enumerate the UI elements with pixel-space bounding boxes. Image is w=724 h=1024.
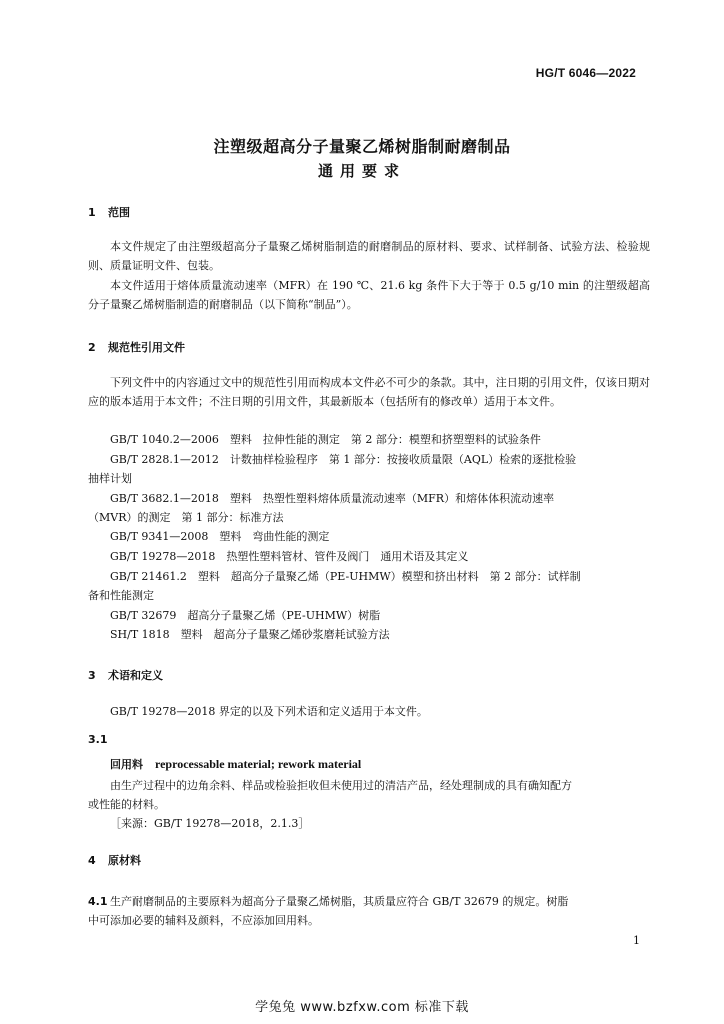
reference-item: GB/T 19278—2018 热塑性塑料管材、管件及阀门 通用术语及其定义 [110,550,469,563]
clause-4-1 [88,892,650,911]
reference-item-continued: （MVR）的测定 第 1 部分：标准方法 [88,511,284,524]
term-source: ［来源：GB/T 19278—2018，2.1.3］ [110,817,310,830]
clause-text: 生产耐磨制品的主要原料为超高分子量聚乙烯树脂，其质量应符合 GB/T 32679 的规定。树脂 [110,895,569,908]
reference-item: GB/T 1040.2—2006 塑料 拉伸性能的测定 第 2 部分：模塑和挤塑塑料的试验条件 [110,433,541,446]
clause-number: 4.1 [88,895,108,908]
document-title: 注塑级超高分子量聚乙烯树脂制耐磨制品 [213,137,511,156]
section-title: 术语和定义 [108,669,163,682]
section-number: 2 [88,341,96,354]
term-number: 3.1 [88,733,108,746]
reference-item: GB/T 2828.1—2012 计数抽样检验程序 第 1 部分：按接收质量限（AQL）检索的逐批检验 [110,453,577,466]
term-definition-continued: 或性能的材料。 [88,798,165,811]
footer-watermark: 学兔兔 www.bzfxw.com 标准下载 [255,1000,469,1015]
section-1-heading [88,204,130,220]
page-number: 1 [633,934,640,947]
reference-item-continued: 抽样计划 [88,472,132,485]
reference-item: GB/T 32679 超高分子量聚乙烯（PE-UHMW）树脂 [110,609,381,622]
reference-item: GB/T 21461.2 塑料 超高分子量聚乙烯（PE-UHMW）模塑和挤出材料 第 2 部分：试样制 [110,570,581,583]
term-chinese: 回用料 [110,758,143,771]
section-title: 范围 [108,206,130,219]
section-title: 规范性引用文件 [108,341,185,354]
reference-item-continued: 备和性能测定 [88,589,154,602]
section-number: 3 [88,669,96,682]
section-number: 1 [88,206,96,219]
terms-intro: GB/T 19278—2018 界定的以及下列术语和定义适用于本文件。 [110,705,428,718]
section-4-heading [88,852,141,868]
reference-item: GB/T 3682.1—2018 塑料 热塑性塑料熔体质量流动速率（MFR）和熔体体积流动速率 [110,492,555,505]
section-2-heading [88,339,185,355]
term-definition: 由生产过程中的边角余料、样品或检验拒收但未使用过的清洁产品，经处理制成的具有确知配方 [110,779,572,792]
scope-paragraph-2: 本文件适用于熔体质量流动速率（MFR）在 190 ℃、21.6 kg 条件下大于等于 0.5 g/10 min 的注塑级超高分子量聚乙烯树脂制造的耐磨制品（以下简称“制品”）。 [88,279,650,311]
document-subtitle: 通用要求 [317,162,406,180]
scope-paragraph-1: 本文件规定了由注塑级超高分子量聚乙烯树脂制造的耐磨制品的原材料、要求、试样制备、试验方法、检验规则、质量证明文件、包装。 [88,240,650,272]
section-3-heading [88,667,163,683]
clause-4-1-continued: 中可添加必要的辅料及颜料，不应添加回用料。 [88,914,319,927]
section-number: 4 [88,854,96,867]
references-intro: 下列文件中的内容通过文中的规范性引用而构成本文件必不可少的条款。其中，注日期的引用文件，仅该日期对应的版本适用于本文件；不注日期的引用文件，其最新版本（包括所有的修改单）适用于本文件。 [88,376,650,408]
term-entry [110,755,361,774]
standard-code: HG/T 6046—2022 [535,66,636,80]
section-title: 原材料 [108,854,141,867]
reference-item: SH/T 1818 塑料 超高分子量聚乙烯砂浆磨耗试验方法 [110,628,390,641]
reference-item: GB/T 9341—2008 塑料 弯曲性能的测定 [110,530,330,543]
term-english: reprocessable material; rework material [155,757,362,771]
